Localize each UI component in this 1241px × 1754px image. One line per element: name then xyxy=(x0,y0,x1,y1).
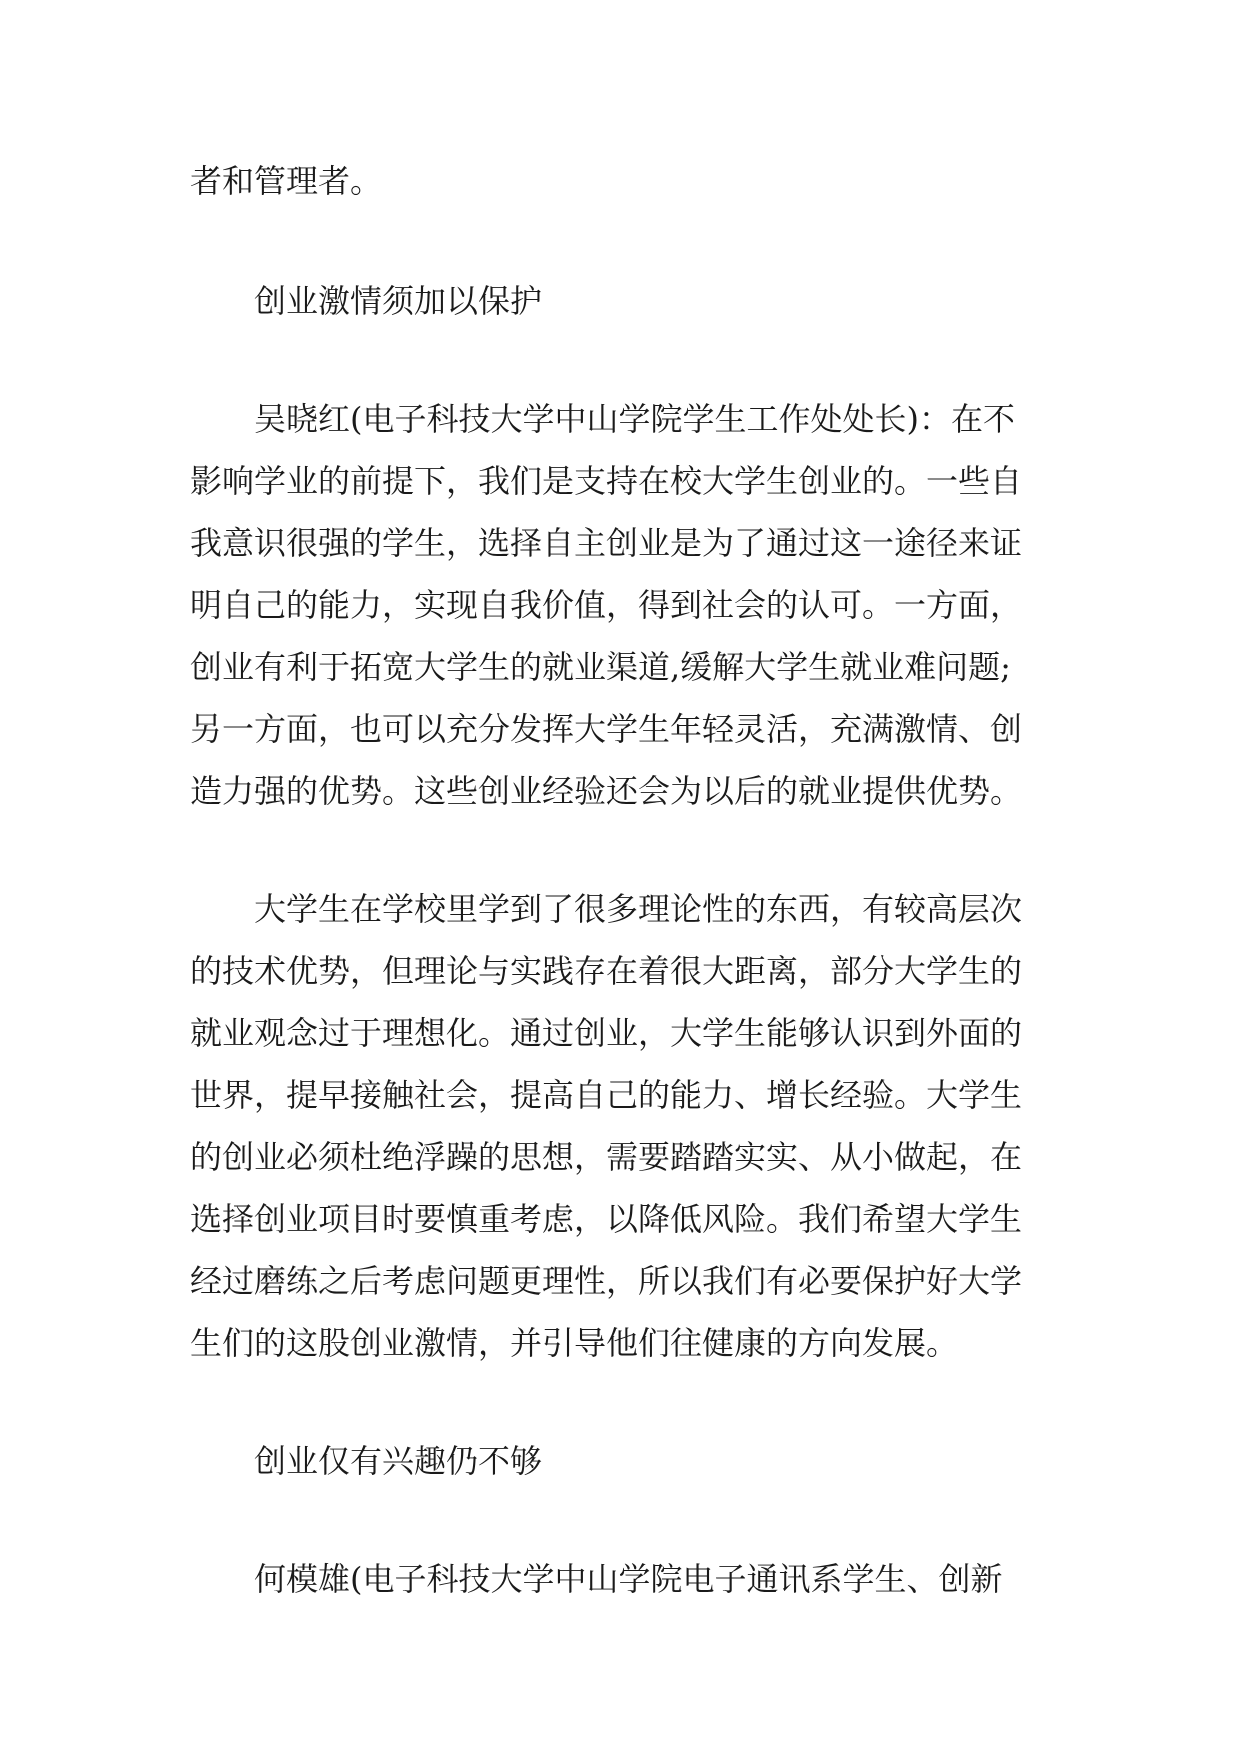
paragraph-first-line: 大学生在学校里学到了很多理论性的东西，有较高层次 xyxy=(254,890,1023,928)
text-line: 经过磨练之后考虑问题更理性，所以我们有必要保护好大学 xyxy=(190,1262,1023,1300)
text-line: 世界，提早接触社会，提高自己的能力、增长经验。大学生 xyxy=(190,1076,1023,1114)
paragraph-first-line: 何模雄(电子科技大学中山学院电子通讯系学生、创新 xyxy=(254,1560,1003,1598)
text-line: 生们的这股创业激情，并引导他们往健康的方向发展。 xyxy=(190,1324,959,1362)
text-line: 我意识很强的学生，选择自主创业是为了通过这一途径来证 xyxy=(190,524,1023,562)
text-line: 造力强的优势。这些创业经验还会为以后的就业提供优势。 xyxy=(190,772,1023,810)
section-heading: 创业激情须加以保护 xyxy=(254,282,543,320)
text-line: 创业有利于拓宽大学生的就业渠道,缓解大学生就业难问题; xyxy=(190,648,1011,686)
text-line: 影响学业的前提下，我们是支持在校大学生创业的。一些自 xyxy=(190,462,1023,500)
text-line: 就业观念过于理想化。通过创业，大学生能够认识到外面的 xyxy=(190,1014,1023,1052)
text-line: 的创业必须杜绝浮躁的思想，需要踏踏实实、从小做起，在 xyxy=(190,1138,1023,1176)
text-line: 另一方面，也可以充分发挥大学生年轻灵活，充满激情、创 xyxy=(190,710,1023,748)
paragraph-first-line: 吴晓红(电子科技大学中山学院学生工作处处长)：在不 xyxy=(254,400,1015,438)
text-line: 的技术优势，但理论与实践存在着很大距离，部分大学生的 xyxy=(190,952,1023,990)
section-heading: 创业仅有兴趣仍不够 xyxy=(254,1442,543,1480)
text-line: 者和管理者。 xyxy=(190,162,383,200)
text-line: 选择创业项目时要慎重考虑，以降低风险。我们希望大学生 xyxy=(190,1200,1023,1238)
text-line: 明自己的能力，实现自我价值，得到社会的认可。一方面， xyxy=(190,586,1023,624)
